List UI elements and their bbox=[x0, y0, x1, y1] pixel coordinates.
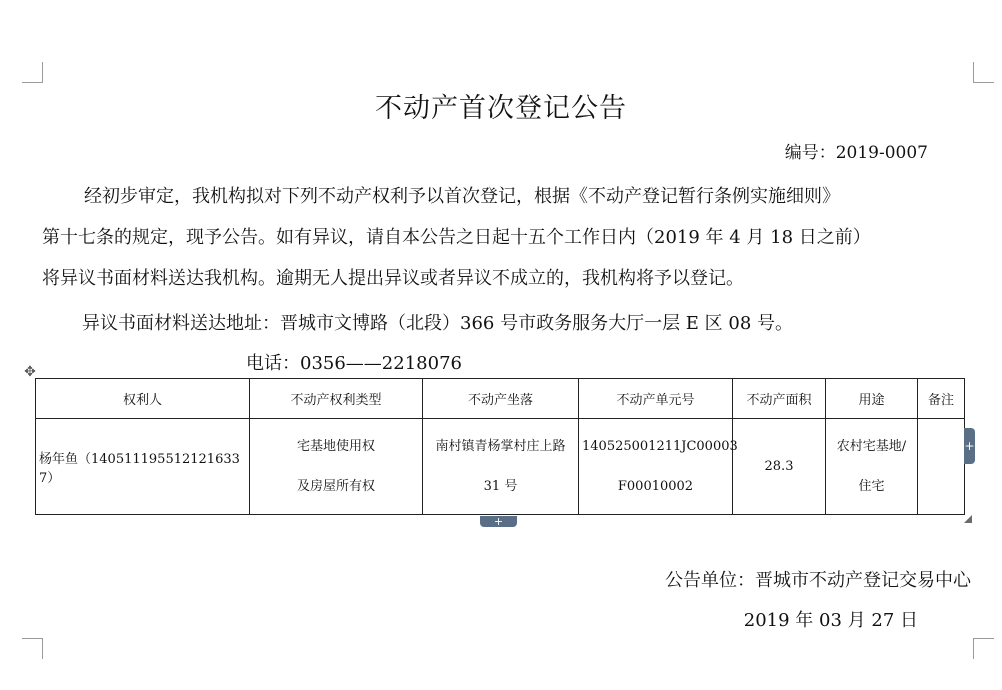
objection-address: 异议书面材料送达地址：晋城市文博路（北段）366 号市政务服务大厅一层 E 区 08 号。 bbox=[82, 313, 794, 334]
usage-line-2: 住宅 bbox=[858, 478, 885, 494]
cell-unit-number[interactable] bbox=[579, 419, 738, 515]
notice-paragraph bbox=[42, 176, 977, 299]
paragraph-line-2: 第十七条的规定，现予公告。如有异议，请自本公告之日起十五个工作日内（2019 年 4 月 18 日之前） bbox=[42, 227, 871, 248]
add-column-button[interactable] bbox=[964, 428, 975, 464]
right-type-line-2: 及房屋所有权 bbox=[296, 478, 375, 494]
table-header-row bbox=[36, 379, 965, 419]
crop-mark-bottom-right bbox=[973, 638, 994, 659]
header-usage[interactable]: 用途 bbox=[826, 379, 918, 419]
cell-usage[interactable] bbox=[826, 419, 918, 515]
right-type-line-1: 宅基地使用权 bbox=[296, 438, 375, 454]
document-number: 编号：2019-0007 bbox=[784, 143, 928, 163]
cell-location[interactable] bbox=[423, 419, 579, 515]
paragraph-line-1: 经初步审定，我机构拟对下列不动产权利予以首次登记，根据《不动产登记暂行条例实施细则》 bbox=[84, 186, 840, 207]
cell-remark[interactable] bbox=[918, 419, 965, 515]
issue-date: 2019 年 03 月 27 日 bbox=[743, 610, 918, 631]
crop-mark-top-right bbox=[973, 62, 994, 83]
cell-area[interactable]: 28.3 bbox=[733, 419, 826, 515]
location-line-1: 南村镇青杨掌村庄上路 bbox=[435, 438, 566, 454]
header-remark[interactable]: 备注 bbox=[918, 379, 965, 419]
four-arrows-move-icon[interactable]: ✥ bbox=[24, 364, 36, 380]
contact-phone: 电话：0356——2218076 bbox=[246, 353, 462, 374]
table-row bbox=[36, 419, 965, 515]
cell-owner[interactable]: 杨年鱼（140511195512121633 7） bbox=[36, 419, 250, 515]
add-row-button[interactable] bbox=[480, 516, 517, 527]
unit-number-line-2: F00010002 bbox=[617, 478, 694, 494]
header-unit-number[interactable]: 不动产单元号 bbox=[579, 379, 733, 419]
plus-icon[interactable]: + bbox=[964, 439, 975, 453]
unit-number-line-1: 140525001211JC00003 bbox=[582, 438, 738, 454]
cell-right-type[interactable] bbox=[250, 419, 423, 515]
registration-table bbox=[35, 378, 965, 515]
header-owner[interactable]: 权利人 bbox=[36, 379, 250, 419]
usage-line-1: 农村宅基地/ bbox=[836, 438, 907, 454]
location-line-2: 31 号 bbox=[483, 478, 518, 494]
issuing-unit: 公告单位：晋城市不动产登记交易中心 bbox=[665, 570, 971, 591]
page-title: 不动产首次登记公告 bbox=[375, 93, 627, 124]
crop-mark-top-left bbox=[22, 62, 43, 83]
paragraph-line-3: 将异议书面材料送达我机构。逾期无人提出异议或者异议不成立的，我机构将予以登记。 bbox=[42, 268, 744, 289]
header-right-type[interactable]: 不动产权利类型 bbox=[250, 379, 423, 419]
plus-icon[interactable]: + bbox=[493, 515, 504, 528]
crop-mark-bottom-left bbox=[22, 638, 43, 659]
header-location[interactable]: 不动产坐落 bbox=[423, 379, 579, 419]
header-area[interactable]: 不动产面积 bbox=[733, 379, 826, 419]
resize-corner-icon[interactable] bbox=[964, 515, 972, 523]
